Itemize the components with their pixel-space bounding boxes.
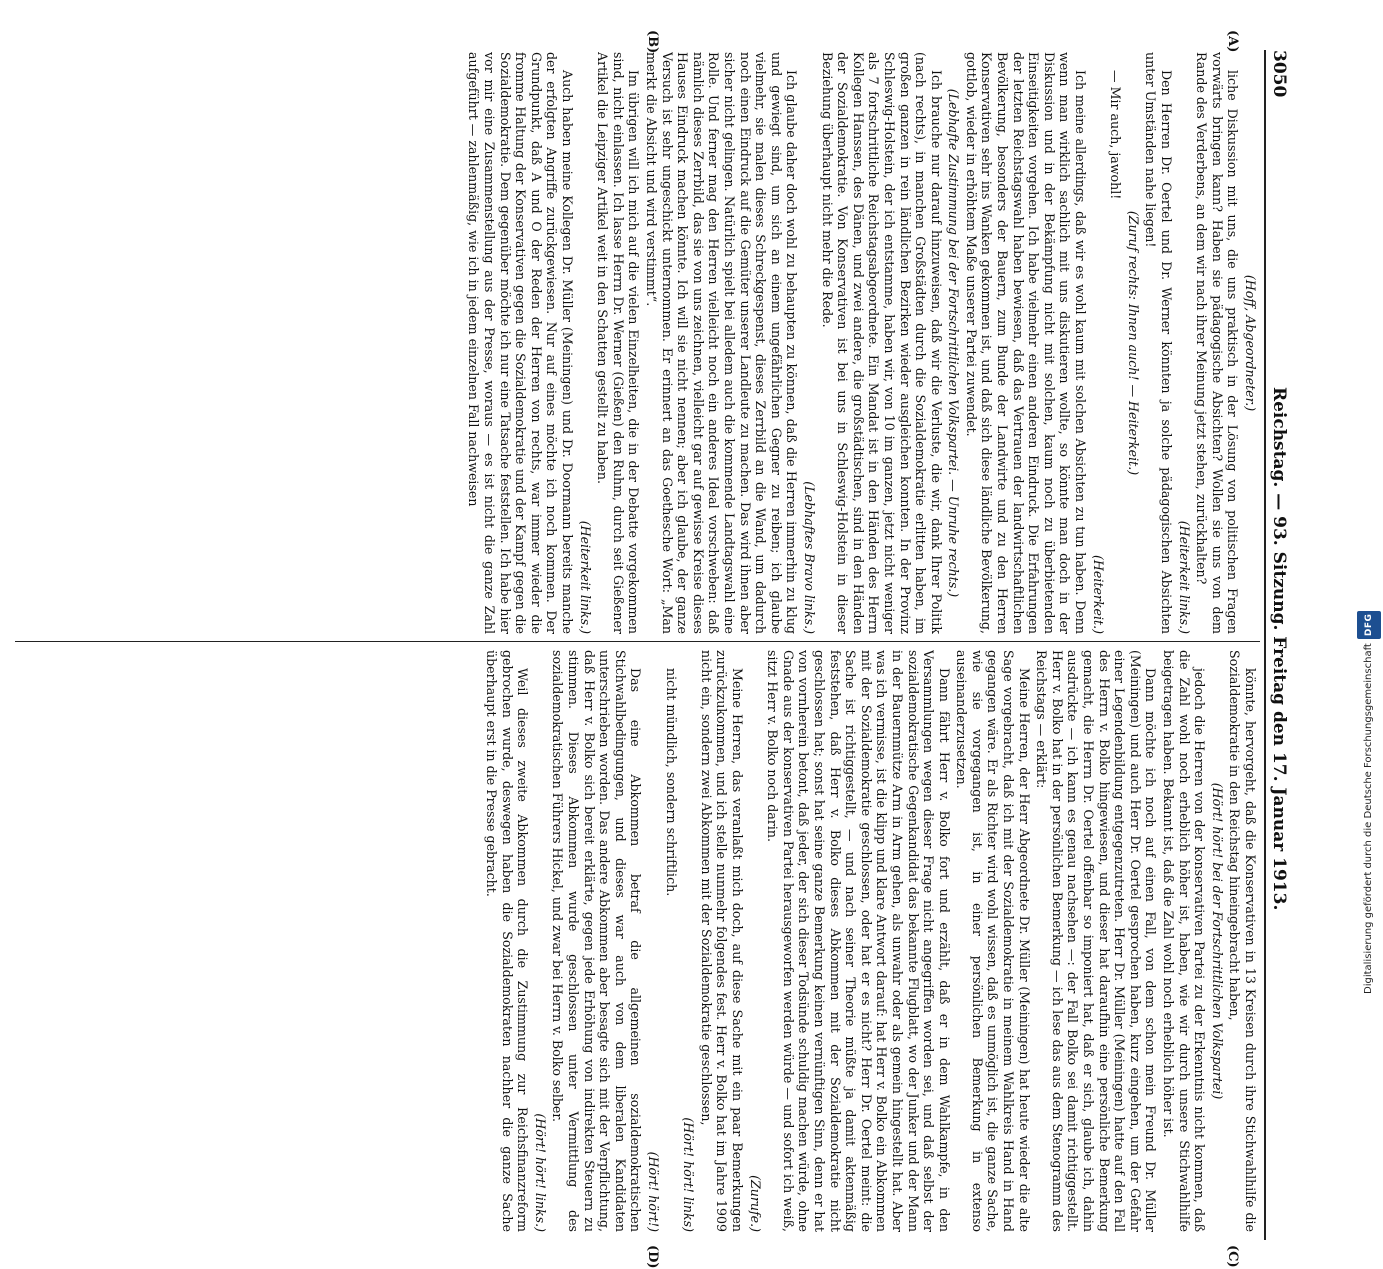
paragraph: Dann möchte ich noch auf einen Fall, von dem schon mein Freund Dr. Müller (Meiningen) und auch Herr Dr. Oertel gesprochen haben, kurz eingehen, um der Gefahr einer Legendenbildung entgegenzutreten. Herr Dr. Müller (Meiningen) hatte auf den Fall des Herrn v. Bolko hingewiesen, und dieser hat daraufhin eine persönliche Bemerkung gemacht, die Herrn Dr. Oertel offenbar so imponiert hat, daß er sich, glaube ich, dahin ausdrückte — ich kann es genau nachsehen —: der Fall Bolko sei damit richtiggestellt. Herr v. Bolko hat in der persönlichen Bemerkung — ich lese das aus dem Stenogramm des Reichstags — erklärt:: [1034, 650, 1159, 1232]
paragraph: Weil dieses zweite Abkommen durch die Zustimmung zur Reichsfinanzreform gebrochen wurde, deswegen haben die Sozialdemokraten nachher die ganze Sache überhaupt erst in die Presse gebracht.: [484, 650, 531, 1232]
credit-text: Digitalisierung gefördert durch die Deutsche Forschungsgemeinschaft: [1363, 643, 1374, 994]
paragraph: jedoch die Herren von der konservativen Partei zu der Erkenntnis nicht kommen, daß die Zahl wohl noch erheblich höher ist, haben, wie wir durch unsere Stichwahlhilfe beigetragen haben. Bekannt ist, daß die Zahl wohl noch erheblich höher ist.: [1161, 650, 1208, 1232]
paragraph: Meine Herren, das veranlaßt mich doch, auf diese Sache mit ein paar Bemerkungen zurückzukommen, und ich stelle nunmehr folgendes fest. Herr v. Bolko hat im Jahre 1909 nicht ein, sondern zwei Abkommen mit der Sozialdemokratie geschlossen,: [698, 650, 745, 1232]
dfg-logo: DFG: [1357, 611, 1381, 640]
paragraph: Im übrigen will ich mich auf die vielen Einzelheiten, die in der Debatte vorgekommen sind, nicht einlassen. Ich lasse Herrn Dr. Werner (Gießen) den Ruhm, durch seit Gießener Artikel die Leipziger Artikel weit in den Schatten gestellt zu haben.: [595, 52, 642, 634]
paragraph: liche Diskussion mit uns, die uns praktisch in der Lösung von politischen Fragen vorwärts bringen kann? Haben sie pädagogische Absichten? Wollen sie uns von dem Rande des Verderbens, an dem wir nach ihrer Meinung jetzt stehen, zurückhalten?: [1194, 52, 1241, 634]
margin-mark-a: (A): [1225, 30, 1240, 53]
paragraph: Ich meine allerdings, daß wir es wohl kaum mit solchen Absichten zu tun haben. Denn wenn man wirklich sachlich mit uns diskutieren wollte, so könnte man doch in der Diskussion und in der Bekämpfung nicht mit solchen, kaum noch zu überbietenden Einseitigkeiten vorgehen. Ich habe vielmehr einen anderen Eindruck. Die Erfahrungen der letzten Reichstagswahl haben bewiesen, daß das Vertrauen der landwirtschaftlichen Bevölkerung, besonders der Bauern, zum Bunde der Landwirte und zu den Herren Konservativen sehr ins Wanken gekommen ist, und daß sich diese ländliche Bevölkerung, gottlob, wieder in erhöhtem Maße unserer Partei zuwendet.: [963, 52, 1089, 634]
interjection: (Hört! hört! links): [681, 1117, 697, 1232]
margin-mark-c: (C): [1225, 1245, 1240, 1268]
page-title: Reichstag. — 93. Sitzung. Freitag den 17. Januar 1913.: [1269, 386, 1289, 911]
paragraph: Dann fährt Herr v. Bolko fort und erzählt, daß er in dem Wahlkampfe, in den Versammlungen wegen dieser Frage nicht angegriffen worden sei, und daß selbst der sozialdemokratische Gegenkandidat das bekannte Flugblatt, wo der Junker und der Mann in der Bauernmütze Arm in Arm gehen, als unwahr oder als gemein hingestellt hat. Aber was ich vermisse, ist die klipp und klare Antwort darauf: hat Herr v. Bolko ein Abkommen mit der Sozialdemokratie geschlossen, oder hat er es nicht? Herr Dr. Oertel meint: die Sache ist richtiggestellt, — und nach seiner Theorie müßte ja damit aktenmäßig feststehen, daß Herr v. Bolko dieses Abkommen mit der Sozialdemokratie nicht geschlossen hat; sonst hat seine ganze Bemerkung keinen vernünftigen Sinn, denn er hat von vornherein betont, daß jeder, der sich dieser Todsünde schuldig machen würde, ohne Gnade aus der konservativen Partei herausgeworfen werden würde — und sofort ich weiß, sitzt Herr v. Bolko noch darin.: [765, 650, 952, 1232]
interjection: (Hört! hört!): [646, 1151, 662, 1232]
paragraph: Ich brauche nur darauf hinzuweisen, daß wir die Verluste, die wir, dank Ihrer Politik (nach rechts), in manchen Großstädten durch die Sozialdemokratie erlitten haben, im großen ganzen in rein ländlichen Bezirken wieder ausgleichen konnten. In der Provinz Schleswig-Holstein, der ich entstamme, haben wir, von 10 im ganzen, jetzt nicht weniger als 7 fortschrittliche Reichstagsabgeordnete. Ein Mandat ist in den Händen des Herrn Kollegen Hanssen, des Dänen, und zwei andere, die großstädtischen, sind in den Händen der Sozialdemokratie. Von Konservativen ist bei uns in Schleswig-Holstein in dieser Beziehung überhaupt nicht mehr die Rede.: [819, 52, 944, 634]
paragraph: Meine Herren, der Herr Abgeordnete Dr. Müller (Meiningen) hat heute wieder die alte Sage vorgebracht, daß ich mit der Sozialdemokratie in meinem Wahlkreis Hand in Hand gegangen wäre. Er als Richter wird wohl wissen, daß es unmöglich ist, die ganze Sache, wie sie vorgegangen ist, in einer persönlichen Bemerkung in extenso auseinanderzusetzen.: [954, 650, 1032, 1232]
right-text-column: [18, 650, 1258, 1232]
interjection: (Zuruf rechts: Ihnen auch! — Heiterkeit.): [1125, 210, 1141, 476]
interjection: (Heiterkeit links.): [577, 520, 593, 634]
page-header: [1264, 50, 1292, 1240]
paragraph: — Mir auch, jawohl!: [1108, 70, 1124, 200]
digitization-credit: [1358, 0, 1380, 1000]
paragraph: Ich glaube daher doch wohl zu behaupten zu können, daß die Herren immerhin zu klug und gewiegt sind, um sich an einem ungefährlichen Gegner zu reiben; ich glaube vielmehr, sie malen dieses Schreckgespenst, dieses Zerrbild an die Wand, um dadurch noch einen Eindruck auf die Gemüter unserer Landleute zu machen. Das wird ihnen aber sicher nicht gelingen. Natürlich spielt bei alledem auch die kommende Landtagswahl eine Rolle. Und ferner mag den Herren vielleicht noch ein anderes Ideal vorschweben: daß nämlich dieses Zerrbild, das sie von uns zeichnen, vielleicht gar auf gewisse Kreise dieses Hauses Eindruck machen könnte. Ich will sie nicht nennen; aber ich glaube, der ganze Versuch ist sehr ungeschickt unternommen. Er erinnert an das Goethesche Wort: „Man merkt die Absicht und wird verstimmt“.: [644, 52, 800, 634]
paragraph: Das eine Abkommen betraf die allgemeinen sozialdemokratischen Stichwahlbedingungen, und dieses war auch von dem liberalen Kandidaten unterschrieben worden. Das andere Abkommen aber besagte sich mit der Verpflichtung, daß Herr v. Bolko sich bereit erklärte, gegen jede Erhöhung von indirekten Steuern zu stimmen. Dieses Abkommen wurde geschlossen unter Vermittlung des sozialdemokratischen Führers Hickel, und zwar bei Herrn v. Bolko selber.: [550, 650, 644, 1232]
interjection: (Hoff, Abgeordneter.): [1243, 274, 1258, 412]
left-text-column: [18, 52, 1258, 634]
margin-mark-d: (D): [645, 1245, 660, 1269]
column-divider: [15, 641, 1260, 642]
paragraph: nicht mündlich, sondern schriftlich.: [663, 668, 679, 897]
paragraph: Auch haben meine Kollegen Dr. Müller (Meiningen) und Dr. Doormann bereits manche der erfolgten Angriffe zurückgewiesen. Nur auf eines möchte ich noch kommen. Der Grundpunkt, daß A und O der Reden der Herren von rechts, war immer wieder die fromme Haltung der Konservativen gegen die Sozialdemokratie und der Kampf gegen die Sozialdemokratie. Dem gegenüber möchte ich nur eine Tatsache feststellen. Ich habe hier vor mir eine Zusammenstellung aus der Presse, woraus — es ist nicht die ganze Zahl aufgeführt — zahlenmäßig, wie ich in jedem einzelnen Fall nachweisen: [466, 52, 576, 634]
paragraph: könnte, hervorgeht, daß die Konservativen in 13 Kreisen durch ihre Stichwahlhilfe die Sozialdemokratie in den Reichstag hineingebracht haben,: [1227, 650, 1258, 1232]
interjection: (Lebhafte Zustimmung bei der Fortschrittlichen Volkspartei. — Unruhe rechts.): [946, 88, 962, 598]
interjection: (Lebhaftes Bravo links.): [801, 481, 817, 634]
interjection: (Hört! hört! links.): [532, 1113, 548, 1232]
margin-mark-b: (B): [645, 30, 660, 54]
page-number: 3050: [1269, 50, 1289, 98]
paragraph: Den Herren Dr. Oertel und Dr. Werner könnten ja solche pädagogischen Absichten unter Umständen nahe liegen!: [1143, 52, 1175, 634]
interjection: (Heiterkeit.): [1090, 555, 1106, 634]
interjection: (Heiterkeit links.): [1176, 520, 1192, 634]
interjection: (Zurufe.): [747, 1175, 763, 1232]
digitization-credit-strip: [1358, 0, 1380, 1000]
interjection: (Hört! hört! bei der Fortschrittlichen Volkspartei): [1209, 782, 1225, 1100]
